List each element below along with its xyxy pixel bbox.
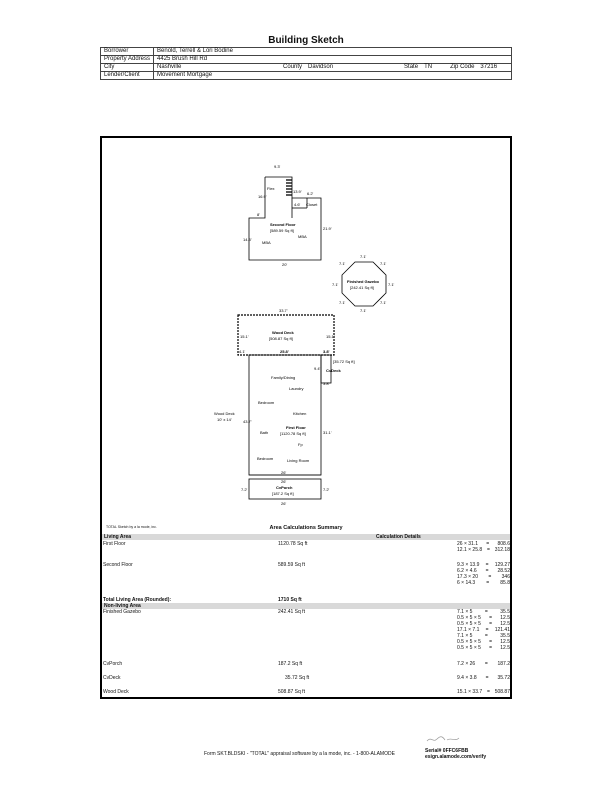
calc-line: 12.1 × 25.8 = 312.18 bbox=[457, 547, 510, 553]
second-floor-details bbox=[457, 562, 510, 586]
sketch-credit: TOTAL Sketch by a la mode, inc. bbox=[106, 525, 157, 529]
signature-image bbox=[425, 734, 465, 744]
second-floor-area-value: 589.59 Sq ft bbox=[278, 562, 305, 568]
total-label: Total Living Area (Rounded): bbox=[103, 597, 172, 603]
calc-line: 0.5 × 5 × 5 = 12.5 bbox=[457, 639, 510, 645]
dim-second-side: 8' bbox=[257, 212, 260, 217]
cvdeck-d1: 9.4' bbox=[314, 366, 321, 371]
living-header-label: Living Area bbox=[104, 534, 132, 540]
cvdeck-details bbox=[457, 675, 510, 681]
wood-deck2-label: Wood Deck bbox=[214, 411, 235, 416]
address-label: Property Address bbox=[101, 56, 154, 64]
building-sketch bbox=[102, 138, 510, 528]
calc-details-label: Calculation Details bbox=[376, 534, 421, 540]
first-floor-area: [1120.78 Sq ft] bbox=[280, 431, 306, 436]
gazebo-dim-2: 7.1' bbox=[380, 261, 387, 266]
cvdeck-row: CvDeck bbox=[103, 675, 121, 681]
flex-label: Flex bbox=[267, 186, 275, 191]
serial-number: Serial# 0FFC6FBB bbox=[425, 748, 469, 754]
dim-closet-top: 6.2' bbox=[307, 191, 314, 196]
gazebo-label: Finished Gazebo bbox=[347, 279, 380, 284]
gazebo-dim-4: 7.1' bbox=[380, 300, 387, 305]
living-room-label: Living Room bbox=[287, 458, 310, 463]
form-footer: Form SKT.BLDSKI - "TOTAL" appraisal software by a la mode, inc. - 1-800-ALAMODE bbox=[204, 751, 395, 757]
cvdeck-area-value: 35.72 Sq ft bbox=[285, 675, 310, 681]
total-value: 1710 Sq ft bbox=[278, 597, 302, 603]
deck-dim-left: 15.1' bbox=[240, 334, 249, 339]
family-dining-label: Family/Dining bbox=[271, 375, 296, 380]
serial-block bbox=[425, 748, 486, 760]
gazebo-dim-3: 7.1' bbox=[388, 282, 395, 287]
porch-dim-top: 26' bbox=[281, 479, 287, 484]
laundry-label: Laundry bbox=[289, 386, 304, 391]
dim-second-left2: 14.3' bbox=[243, 237, 252, 242]
dim-first-bottom: 26' bbox=[281, 470, 287, 475]
calc-line: 7.1 × 5 = 35.5 bbox=[457, 633, 510, 639]
city-value: Nashville bbox=[154, 64, 281, 72]
wood-deck2-dims: 10' x 14' bbox=[217, 417, 232, 422]
cvporch-area-value: 187.2 Sq ft bbox=[278, 661, 303, 667]
zip-label: Zip Code bbox=[447, 64, 477, 72]
gazebo-area: [242.41 Sq ft] bbox=[350, 285, 374, 290]
gazebo-dim-7: 7.1' bbox=[332, 282, 339, 287]
wood-deck-row: Wood Deck bbox=[103, 689, 129, 695]
calc-line: 0.5 × 5 × 5 = 12.5 bbox=[457, 621, 510, 627]
cvdeck-d2: 3.8' bbox=[323, 381, 330, 386]
cvdeck-area: [35.72 Sq ft] bbox=[333, 359, 355, 364]
calc-line: 7.2 × 26 = 187.2 bbox=[457, 661, 510, 667]
deck-sub-2: 25.8' bbox=[280, 349, 289, 354]
calc-line: 6 × 14.3 = 85.8 bbox=[457, 580, 510, 586]
calc-line: 26 × 31.1 = 808.6 bbox=[457, 541, 510, 547]
gazebo-details bbox=[457, 609, 510, 651]
bath-label: Bath bbox=[260, 430, 269, 435]
verify-link[interactable]: esign.alamode.com/verify bbox=[425, 754, 487, 760]
first-floor-details bbox=[457, 541, 510, 553]
wood-deck-area-value: 508.87 Sq ft bbox=[278, 689, 305, 695]
dim-stair2: 4.6' bbox=[294, 202, 301, 207]
cvporch-area: [187.2 Sq ft] bbox=[272, 491, 294, 496]
wood-deck-area: [508.87 Sq ft] bbox=[269, 336, 293, 341]
calc-line: 15.1 × 33.7 = 508.87 bbox=[457, 689, 510, 695]
porch-dim-left: 7.2' bbox=[241, 487, 248, 492]
lender-label: Lender/Client bbox=[101, 72, 154, 80]
first-floor-row: First Floor bbox=[103, 541, 126, 547]
state-value: TN bbox=[421, 64, 447, 72]
gazebo-dim-5: 7.1' bbox=[360, 308, 367, 313]
borrower-label: Borrower bbox=[101, 48, 154, 56]
calc-line: 7.1 × 5 = 35.5 bbox=[457, 609, 510, 615]
borrower-value: Benold, Terrell & Lori Bodine bbox=[154, 48, 512, 56]
gazebo-row: Finished Gazebo bbox=[103, 609, 141, 615]
dim-first-right: 31.1' bbox=[323, 430, 332, 435]
second-floor-row: Second Floor bbox=[103, 562, 133, 568]
deck-dim-top: 33.7' bbox=[279, 308, 288, 313]
dim-stair: 13.9' bbox=[293, 189, 302, 194]
calc-line: 6.2 × 4.6 = 28.52 bbox=[457, 568, 510, 574]
cvporch-details bbox=[457, 661, 510, 667]
dim-second-right: 21.9' bbox=[323, 226, 332, 231]
deck-sub-1: 4.1' bbox=[239, 349, 246, 354]
living-area-header bbox=[102, 534, 510, 540]
county-label: County bbox=[280, 64, 305, 72]
dim-second-bottom: 20' bbox=[282, 262, 288, 267]
county-value: Davidson bbox=[305, 64, 401, 72]
first-floor-label: First Floor bbox=[286, 425, 306, 430]
zip-value: 37216 bbox=[477, 64, 511, 72]
dim-second-top: 9.3' bbox=[274, 164, 281, 169]
gazebo-dim-6: 7.1' bbox=[339, 300, 346, 305]
calc-line: 9.4 × 3.8 = 35.72 bbox=[457, 675, 510, 681]
bedroom2-label: Bedroom bbox=[257, 456, 274, 461]
city-label: City bbox=[101, 64, 154, 72]
calc-line: 0.5 × 5 × 5 = 12.5 bbox=[457, 645, 510, 651]
closet-label: Closet bbox=[306, 202, 318, 207]
state-label: State bbox=[401, 64, 421, 72]
calc-line: 9.3 × 13.9 = 129.27 bbox=[457, 562, 510, 568]
mba-label-2: MBA bbox=[298, 234, 307, 239]
gazebo-dim-8: 7.1' bbox=[339, 261, 346, 266]
lender-value: Movement Mortgage bbox=[154, 72, 512, 80]
cvporch-row: CvPorch bbox=[103, 661, 123, 667]
page-title: Building Sketch bbox=[268, 35, 344, 46]
cvdeck-label: CvDeck bbox=[326, 368, 341, 373]
calc-line: 17.1 × 7.1 = 121.41 bbox=[457, 627, 510, 633]
second-floor-area: [589.59 Sq ft] bbox=[270, 228, 294, 233]
dim-second-left: 16.9' bbox=[258, 194, 267, 199]
porch-dim-bottom: 26' bbox=[281, 501, 287, 506]
gazebo-dim-1: 7.1' bbox=[360, 254, 367, 259]
second-floor-label: Second Floor bbox=[270, 222, 296, 227]
first-floor-area-value: 1120.78 Sq ft bbox=[278, 541, 308, 547]
deck-sub-3: 3.8' bbox=[323, 349, 330, 354]
calc-line: 0.5 × 5 × 5 = 12.5 bbox=[457, 615, 510, 621]
second-floor-outline bbox=[249, 177, 321, 260]
gazebo-area-value: 242.41 Sq ft bbox=[278, 609, 305, 615]
fp-label: Fp bbox=[298, 442, 303, 447]
acs-title: Area Calculations Summary bbox=[269, 525, 343, 531]
nonliving-header bbox=[102, 603, 510, 609]
mba-label: MBA bbox=[262, 240, 271, 245]
address-value: 4425 Brush Hill Rd bbox=[154, 56, 512, 64]
porch-dim-right: 7.2' bbox=[323, 487, 330, 492]
calc-line: 17.3 × 20 = 346 bbox=[457, 574, 510, 580]
dim-first-left: 43.7' bbox=[243, 419, 252, 424]
kitchen-label: Kitchen bbox=[293, 411, 307, 416]
wood-deck-label: Wood Deck bbox=[272, 330, 294, 335]
bedroom1-label: Bedroom bbox=[258, 400, 275, 405]
wood-deck-details bbox=[457, 689, 510, 695]
cvporch-label: CvPorch bbox=[276, 485, 293, 490]
nonliving-label: Non-living Area bbox=[104, 603, 141, 609]
deck-dim-right: 15.1' bbox=[326, 334, 335, 339]
header-table bbox=[100, 47, 512, 80]
